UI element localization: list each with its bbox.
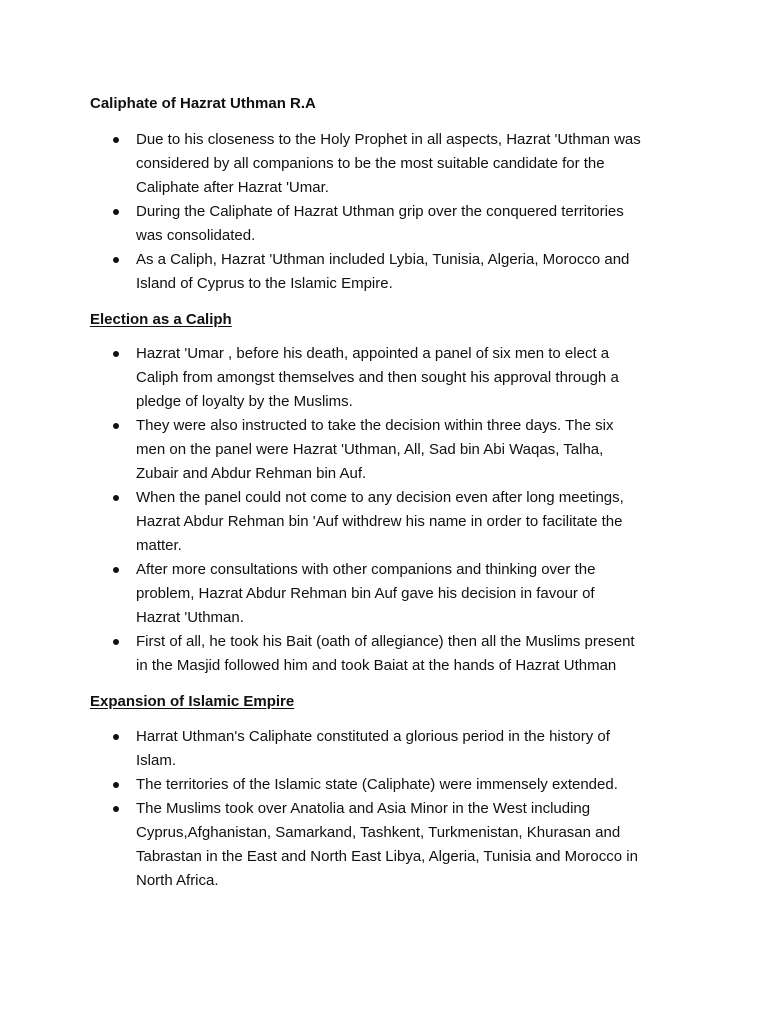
bullet-item [0,725,768,773]
bullet-line: They were also instructed to take the decision within three days. The six [136,417,614,434]
bullet-line: Hazrat 'Umar , before his death, appointed a panel of six men to elect a [136,345,610,362]
bullet-list-caliphate [0,128,768,296]
bullet-line: Due to his closeness to the Holy Prophet in all aspects, Hazrat 'Uthman was [136,131,641,148]
bullet-line: men on the panel were Hazrat 'Uthman, All, Sad bin Abi Waqas, Talha, [136,441,604,458]
bullet-icon [113,734,119,740]
bullet-item [0,773,768,797]
bullet-item [0,342,768,414]
bullet-line: pledge of loyalty by the Muslims. [136,393,353,410]
bullet-list-expansion [0,725,768,893]
bullet-icon [113,639,119,645]
bullet-line: The territories of the Islamic state (Caliphate) were immensely extended. [136,776,618,793]
bullet-line: Zubair and Abdur Rehman bin Auf. [136,465,367,482]
bullet-line: After more consultations with other companions and thinking over the [136,561,596,578]
bullet-icon [113,567,119,573]
bullet-line: was consolidated. [136,227,256,244]
bullet-icon [113,137,119,143]
bullet-line: in the Masjid followed him and took Baiat at the hands of Hazrat Uthman [136,657,617,674]
bullet-list-election [0,342,768,678]
section-heading-caliphate: Caliphate of Hazrat Uthman R.A [90,95,316,112]
section-heading-election: Election as a Caliph [90,311,232,328]
bullet-line: Hazrat Abdur Rehman bin 'Auf withdrew his name in order to facilitate the [136,513,623,530]
bullet-line: First of all, he took his Bait (oath of allegiance) then all the Muslims present [136,633,635,650]
bullet-item [0,248,768,296]
bullet-line: The Muslims took over Anatolia and Asia Minor in the West including [136,800,591,817]
bullet-item [0,486,768,558]
bullet-icon [113,782,119,788]
bullet-line: During the Caliphate of Hazrat Uthman grip over the conquered territories [136,203,624,220]
bullet-line: Caliphate after Hazrat 'Umar. [136,179,329,196]
bullet-line: Islam. [136,752,177,769]
bullet-line: When the panel could not come to any decision even after long meetings, [136,489,624,506]
bullet-icon [113,806,119,812]
bullet-line: As a Caliph, Hazrat 'Uthman included Lybia, Tunisia, Algeria, Morocco and [136,251,630,268]
bullet-icon [113,423,119,429]
bullet-item [0,558,768,630]
bullet-item [0,200,768,248]
bullet-line: Tabrastan in the East and North East Libya, Algeria, Tunisia and Morocco in [136,848,638,865]
bullet-icon [113,257,119,263]
bullet-icon [113,495,119,501]
bullet-line: North Africa. [136,872,219,889]
bullet-line: problem, Hazrat Abdur Rehman bin Auf gave his decision in favour of [136,585,595,602]
bullet-line: Cyprus,Afghanistan, Samarkand, Tashkent, Turkmenistan, Khurasan and [136,824,621,841]
bullet-icon [113,351,119,357]
bullet-item [0,630,768,678]
bullet-item [0,128,768,200]
bullet-item [0,414,768,486]
bullet-line: Hazrat 'Uthman. [136,609,244,626]
bullet-icon [113,209,119,215]
bullet-item [0,797,768,893]
bullet-line: Caliph from amongst themselves and then sought his approval through a [136,369,619,386]
bullet-line: matter. [136,537,182,554]
bullet-line: considered by all companions to be the most suitable candidate for the [136,155,605,172]
bullet-line: Island of Cyprus to the Islamic Empire. [136,275,393,292]
bullet-line: Harrat Uthman's Caliphate constituted a glorious period in the history of [136,728,610,745]
section-heading-expansion: Expansion of Islamic Empire [90,693,295,710]
